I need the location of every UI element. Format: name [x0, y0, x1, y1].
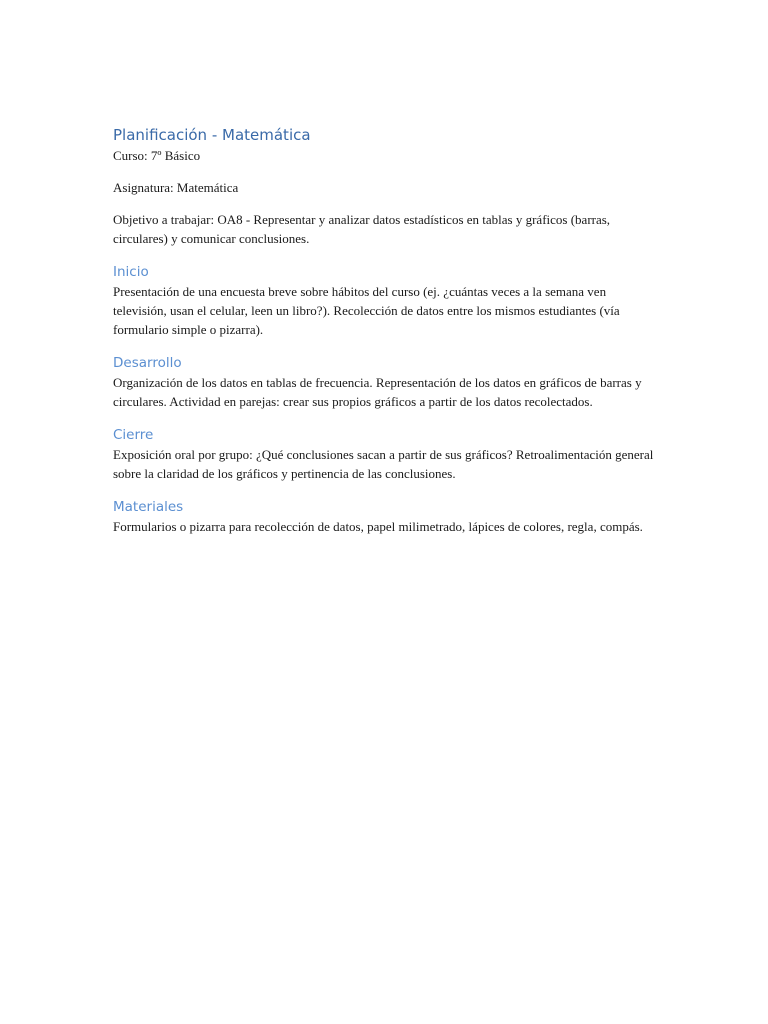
section-heading-materiales: Materiales	[113, 499, 184, 515]
section-body-inicio: Presentación de una encuesta breve sobre hábitos del curso (ej. ¿cuántas veces a la semana ven televisión, usan el celular, leen un libro?). Recolección de datos entre los mismos estudiantes (vía formulario simple o pizarra).	[113, 284, 620, 337]
spacer	[113, 248, 658, 262]
course-line: Curso: 7º Básico	[113, 148, 201, 163]
section-heading-cierre: Cierre	[113, 427, 154, 443]
spacer	[113, 165, 658, 178]
document-page	[113, 124, 658, 536]
section-body-materiales: Formularios o pizarra para recolección de datos, papel milimetrado, lápices de colores, regla, compás.	[113, 519, 643, 534]
page-title: Planificación - Matemática	[113, 126, 311, 144]
section-heading-inicio: Inicio	[113, 264, 149, 280]
subject-line: Asignatura: Matemática	[113, 180, 239, 195]
spacer	[113, 197, 658, 210]
section-body-cierre: Exposición oral por grupo: ¿Qué conclusiones sacan a partir de sus gráficos? Retroalimentación general sobre la claridad de los gráficos y pertinencia de las conclusiones.	[113, 447, 654, 481]
section-heading-desarrollo: Desarrollo	[113, 355, 182, 371]
spacer	[113, 411, 658, 425]
spacer	[113, 483, 658, 497]
spacer	[113, 339, 658, 353]
section-body-desarrollo: Organización de los datos en tablas de frecuencia. Representación de los datos en gráficos de barras y circulares. Actividad en parejas: crear sus propios gráficos a partir de los datos recolectados.	[113, 375, 642, 409]
objective-paragraph: Objetivo a trabajar: OA8 - Representar y analizar datos estadísticos en tablas y gráficos (barras, circulares) y comunicar conclusiones.	[113, 212, 611, 246]
